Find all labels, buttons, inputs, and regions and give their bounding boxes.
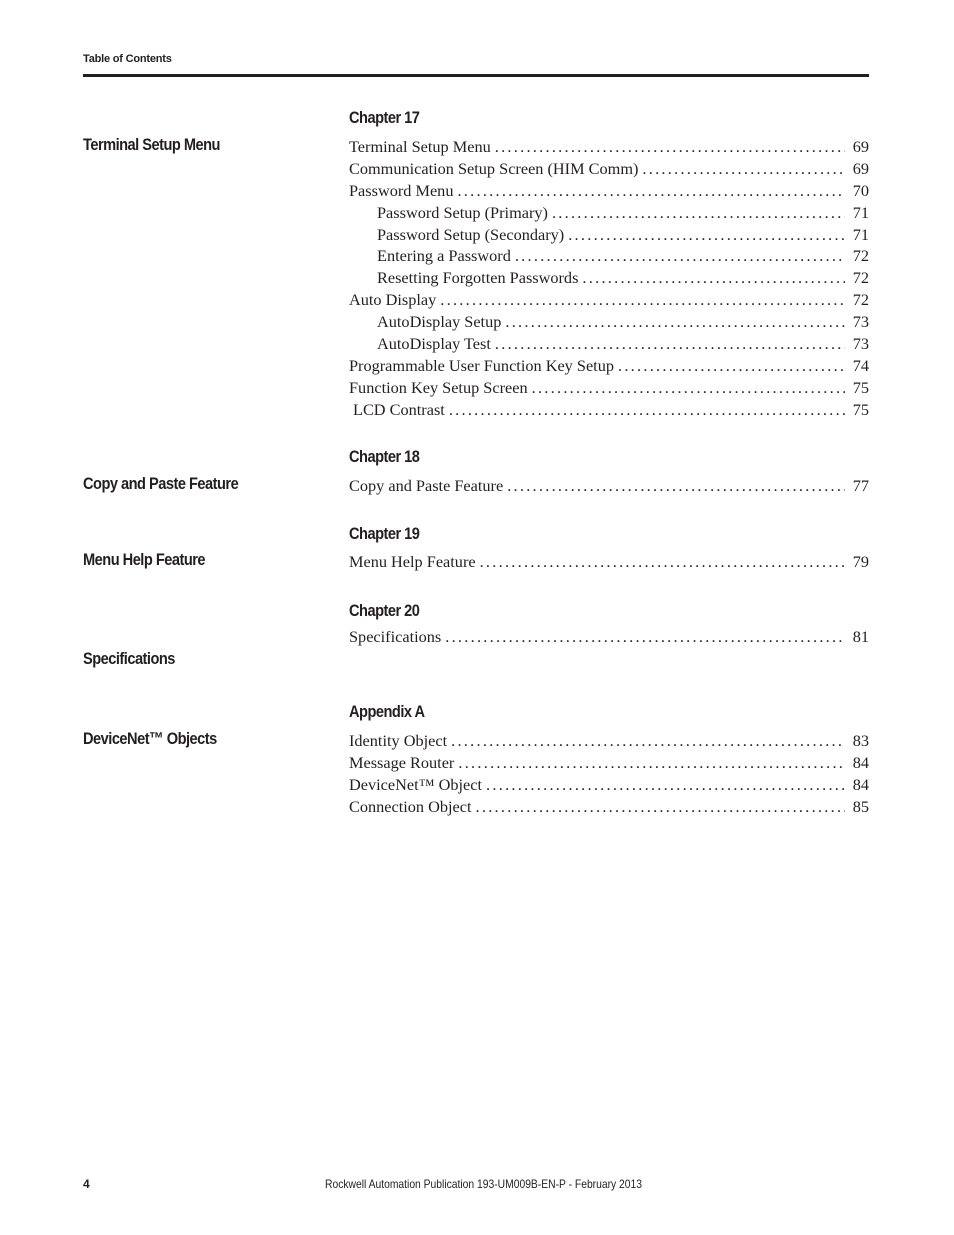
chapter-heading: Appendix A [349, 702, 425, 721]
toc-entry[interactable] [349, 158, 869, 180]
toc-entry[interactable] [349, 752, 869, 774]
toc-entry[interactable] [349, 180, 869, 202]
dot-leader [642, 158, 845, 180]
toc-page-number: 72 [852, 290, 869, 310]
toc-page-number: 85 [852, 796, 869, 816]
toc-page-number: 70 [852, 180, 869, 200]
dot-leader [507, 475, 845, 497]
toc-entry-text: Programmable User Function Key Setup [349, 355, 614, 375]
toc-entry-text: Terminal Setup Menu [349, 137, 491, 156]
dot-leader [568, 224, 845, 246]
publication-info: Rockwell Automation Publication 193-UM009B-EN-P - February 2013 [325, 1177, 643, 1191]
toc-page-number: 79 [852, 552, 869, 571]
toc-page-number: 72 [852, 246, 869, 266]
section-title: Specifications [83, 649, 175, 668]
toc-entry[interactable] [349, 730, 869, 752]
toc-entry-text: AutoDisplay Test [377, 334, 491, 354]
running-header: Table of Contents [83, 53, 172, 65]
section-title: Terminal Setup Menu [83, 135, 220, 154]
toc-page-number: 84 [852, 774, 869, 794]
toc-list [349, 475, 869, 497]
toc-page-number: 84 [852, 752, 869, 772]
dot-leader [495, 136, 845, 158]
toc-entry-text: LCD Contrast [353, 399, 445, 419]
toc-entry[interactable] [349, 377, 869, 399]
dot-leader [505, 311, 845, 333]
dot-leader [532, 377, 845, 399]
toc-entry-text: Resetting Forgotten Passwords [377, 268, 579, 288]
dot-leader [552, 202, 845, 224]
toc-entry-text: DeviceNet™ Object [349, 774, 483, 794]
toc-subentry[interactable] [349, 224, 869, 246]
header-rule [83, 74, 869, 77]
toc-subentry[interactable] [349, 202, 869, 224]
dot-leader [618, 355, 845, 377]
toc-entry[interactable] [349, 774, 869, 796]
dot-leader [449, 399, 845, 421]
toc-entry[interactable] [349, 796, 869, 818]
toc-entry-text: Connection Object [349, 796, 472, 816]
dot-leader [451, 730, 845, 752]
toc-entry-text: Identity Object [349, 731, 448, 750]
section-title: Copy and Paste Feature [83, 474, 239, 493]
chapter-heading: Chapter 17 [349, 108, 420, 127]
toc-list [349, 136, 869, 421]
chapter-heading: Chapter 20 [349, 601, 420, 620]
toc-list [349, 551, 869, 573]
toc-subentry[interactable] [349, 333, 869, 355]
toc-entry[interactable] [349, 355, 869, 377]
chapter-heading: Chapter 18 [349, 447, 420, 466]
toc-entry-text: Auto Display [349, 290, 437, 310]
toc-page-number: 75 [852, 377, 869, 397]
toc-page-number: 81 [852, 627, 869, 646]
section-title: DeviceNet™ Objects [83, 729, 217, 748]
dot-leader [476, 796, 845, 818]
toc-entry[interactable] [349, 399, 869, 421]
toc-entry-text: Password Setup (Secondary) [377, 224, 565, 244]
dot-leader [495, 333, 845, 355]
toc-subentry[interactable] [349, 267, 869, 289]
dot-leader [480, 551, 845, 573]
dot-leader [515, 245, 845, 267]
toc-subentry[interactable] [349, 245, 869, 267]
dot-leader [457, 180, 845, 202]
dot-leader [486, 774, 845, 796]
toc-page-number: 69 [852, 137, 869, 156]
toc-entry-text: Password Menu [349, 180, 454, 200]
toc-entry-text: Specifications [349, 627, 442, 646]
toc-entry-text: Copy and Paste Feature [349, 476, 504, 495]
section-title: Menu Help Feature [83, 550, 206, 569]
toc-entry-text: Menu Help Feature [349, 552, 476, 571]
toc-page-number: 69 [852, 158, 869, 178]
toc-entry[interactable] [349, 551, 869, 573]
toc-page-number: 73 [852, 334, 869, 354]
toc-page-number: 75 [852, 399, 869, 419]
dot-leader [445, 626, 845, 648]
toc-entry[interactable] [349, 626, 869, 648]
page-number: 4 [83, 1177, 90, 1191]
toc-entry-text: Communication Setup Screen (HIM Comm) [349, 158, 639, 178]
toc-entry[interactable] [349, 475, 869, 497]
toc-entry-text: Password Setup (Primary) [377, 202, 548, 222]
toc-page-number: 72 [852, 268, 869, 288]
toc-subentry[interactable] [349, 311, 869, 333]
toc-page-number: 71 [852, 202, 869, 222]
toc-entry-text: Entering a Password [377, 246, 511, 266]
toc-page-number: 71 [852, 224, 869, 244]
chapter-heading: Chapter 19 [349, 524, 420, 543]
toc-entry[interactable] [349, 289, 869, 311]
toc-page-number: 74 [852, 355, 869, 375]
toc-page-number: 73 [852, 312, 869, 332]
toc-list [349, 730, 869, 818]
dot-leader [582, 267, 845, 289]
toc-entry-text: AutoDisplay Setup [377, 312, 502, 332]
toc-entry[interactable] [349, 136, 869, 158]
dot-leader [458, 752, 845, 774]
toc-page-number: 77 [852, 476, 869, 495]
toc-page-number: 83 [852, 731, 869, 750]
toc-entry-text: Message Router [349, 752, 455, 772]
dot-leader [440, 289, 845, 311]
toc-list [349, 626, 869, 648]
toc-entry-text: Function Key Setup Screen [349, 377, 528, 397]
